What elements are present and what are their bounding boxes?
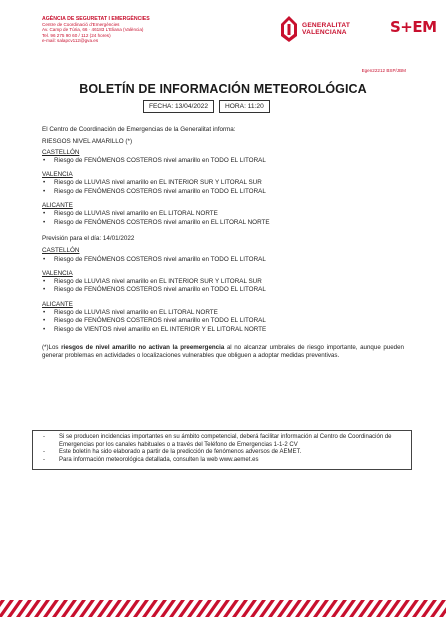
generalitat-logo-line2: VALENCIANA — [302, 29, 347, 36]
intro-text: El Centro de Coordinación de Emergencias de la Generalitat informa: — [42, 126, 236, 133]
risk-item: • Riesgo de FENÓMENOS COSTEROS nivel amarillo en TODO EL LITORAL — [42, 286, 404, 294]
agency-address-line: Av. Camp de Túria, 66 · 46183 L'Eliana (València) — [42, 27, 144, 33]
forecast-heading: Previsión para el día: 14/01/2022 — [42, 234, 135, 242]
forecast-region-castellon: CASTELLÓN — [42, 247, 80, 255]
agency-email-line: e-mail: salapcv112@gva.es — [42, 38, 99, 44]
risks-heading: RIESGOS NIVEL AMARILLO (*) — [42, 138, 133, 146]
letterhead — [42, 16, 437, 68]
note-bold: riesgos de nivel amarillo no activan la preemergencia — [61, 343, 225, 351]
date-box: FECHA: 13/04/2022 — [143, 100, 214, 113]
note-prefix: (*)Los — [42, 343, 62, 351]
region-alicante: ALICANTE — [42, 202, 73, 210]
risk-item: • Riesgo de FENÓMENOS COSTEROS nivel amarillo en TODO EL LITORAL — [42, 256, 404, 264]
risk-item: • Riesgo de LLUVIAS nivel amarillo en EL LITORAL NORTE — [42, 210, 404, 218]
info-item: - Si se producen incidencias importantes en su ámbito competencial, deberá facilitar información al Centro de Coordinación de Emergencias por los canales habituales o a través del Teléfono de Emergencias 1-1-2 CV — [39, 434, 405, 449]
footer-stripes-decoration — [0, 600, 446, 617]
agency-address-line: Centre de Coordinació d'Emergències — [42, 22, 120, 27]
info-box — [32, 430, 412, 470]
risk-item: • Riesgo de FENÓMENOS COSTEROS nivel amarillo en EL LITORAL NORTE — [42, 219, 404, 227]
document-reference: Egen22212 BSP/JBM — [361, 68, 406, 73]
region-valencia: VALENCIA — [42, 171, 73, 179]
agency-phone-line: Tel. 96 275 90 60 / 112 (24 hores) — [42, 32, 111, 38]
generalitat-logo-line1: GENERALITAT — [302, 22, 351, 29]
risk-item: • Riesgo de FENÓMENOS COSTEROS nivel amarillo en TODO EL LITORAL — [42, 188, 404, 196]
risk-item: • Riesgo de LLUVIAS nivel amarillo en EL LITORAL NORTE — [42, 309, 404, 317]
forecast-region-alicante: ALICANTE — [42, 300, 73, 308]
bulletin-body — [42, 126, 404, 360]
generalitat-emblem-icon — [280, 16, 298, 42]
risk-item: • Riesgo de LLUVIAS nivel amarillo en EL INTERIOR SUR Y LITORAL SUR — [42, 278, 404, 286]
generalitat-logo — [280, 16, 380, 42]
info-item: - Para información meteorológica detallada, consulten la web www.aemet.es — [39, 457, 405, 465]
sem-logo: S+EM — [390, 18, 437, 36]
page-title: BOLETÍN DE INFORMACIÓN METEOROLÓGICA — [79, 82, 367, 96]
yellow-level-note — [42, 344, 404, 360]
forecast-region-valencia: VALENCIA — [42, 269, 73, 277]
agency-name: AGÈNCIA DE SEGURETAT I EMERGÈNCIES — [42, 16, 150, 22]
info-item: - Este boletín ha sido elaborado a partir de la predicción de fenómenos adversos de AEMET. — [39, 449, 405, 457]
risk-item: • Riesgo de FENÓMENOS COSTEROS nivel amarillo en TODO EL LITORAL — [42, 157, 404, 165]
time-box: HORA: 11:20 — [219, 100, 270, 113]
risk-item: • Riesgo de FENÓMENOS COSTEROS nivel amarillo en TODO EL LITORAL — [42, 317, 404, 325]
note-rest: al no alcanzar umbrales de riesgo importante, aunque pueden generar problemas en actividades o localizaciones vulnerables que obliguen a adoptar medidas preventivas. — [42, 343, 404, 359]
risk-item: • Riesgo de LLUVIAS nivel amarillo en EL INTERIOR SUR Y LITORAL SUR — [42, 179, 404, 187]
region-castellon: CASTELLÓN — [42, 148, 80, 156]
date-time-bar — [143, 100, 270, 113]
risk-item: • Riesgo de VIENTOS nivel amarillo en EL INTERIOR Y EL LITORAL NORTE — [42, 326, 404, 334]
